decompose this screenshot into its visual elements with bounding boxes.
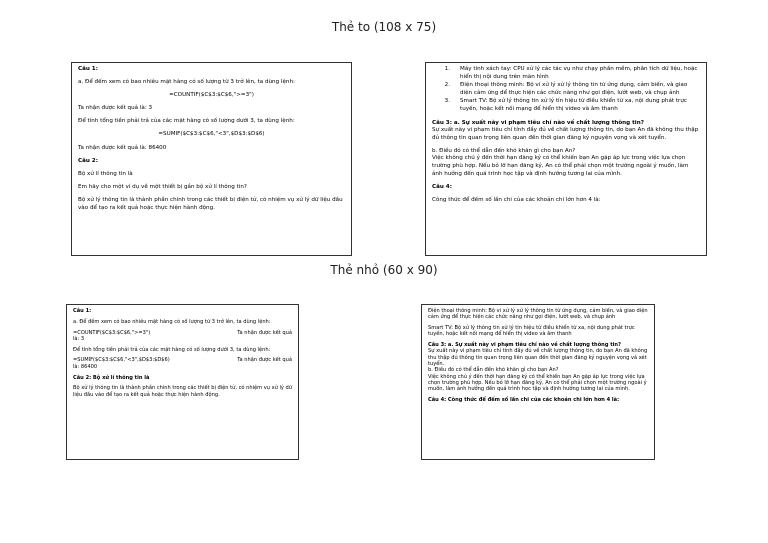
question-3b-answer: Việc không chú ý đến thời hạn đăng ký có thể khiến bạn An gặp áp lực trong việc lựa chọn trường phù hợp. Nếu bỏ lỡ hạn đăng ký, An có thể phải chọn một trường ngoài ý muốn, làm ảnh hưởng đến quá trình học tập và định hướng tương lai của mình. (428, 373, 647, 393)
question-1b-text: Để tính tổng tiền phải trả của các mặt hàng có số lượng dưới 3, ta dùng lệnh: (73, 346, 271, 353)
question-2-answer: Bộ xử lý thông tin là thành phần chính trong các thiết bị điện tử, có nhiệm vụ xử lý dữ liệu đầu vào để tạo ra kết quả hoặc thực hiện hành động. (73, 385, 292, 398)
list-item: 3. Smart TV: Bộ xử lý thông tin xử lý tín hiệu từ điều khiển từ xa, nội dung phát trực tuyến, hoặc kết nối mạng để hiển thị video và âm thanh (444, 98, 687, 112)
question-2-answer: Bộ xử lý thông tin là thành phần chính trong các thiết bị điện tử, có nhiệm vụ xử lý dữ liệu đầu vào để tạo ra kết quả hoặc thực hiện hành động. (78, 196, 343, 211)
question-3a-answer: Sự xuất này vi phạm tiêu chí tính đầy đủ về chất lượng thông tin, do bạn An đã không thu thập đủ thông tin quan trọng liên quan đến thời gian đăng ký nguyện vọng và xét tuyển. (428, 348, 648, 368)
result-1-text: Ta nhận được kết quả là: 3 (78, 105, 153, 112)
list-item: 1. Máy tính xách tay: CPU xử lý các tác vụ như chạy phần mềm, phân tích dữ liệu, hoặc hiển thị nội dung trên màn hình (444, 66, 698, 80)
small-card-back (421, 304, 655, 460)
sumif-formula: =SUMIF($C$3:$C$6,"<3",$D$3:$D$6) (73, 357, 170, 364)
result-2-text: Ta nhận được kết quả là: 86400 (78, 144, 167, 151)
question-3a-answer: Sự xuất này vi phạm tiêu chí tính đầy đủ về chất lượng thông tin, do bạn An đã không thu thập đủ thông tin quan trọng liên quan đến thời gian đăng ký nguyện vọng và xét tuyển. (432, 127, 699, 141)
result-2-value: là: 86400 (73, 363, 98, 370)
question-4-title: Câu 4: (432, 183, 452, 190)
question-4-text: Công thức để đếm số lần chi của các khoản chi lớn hơn 4 là: (432, 196, 601, 203)
question-1-title: Câu 1: (78, 66, 98, 72)
countif-formula: =COUNTIF($C$3:$C$6,">=3") (169, 92, 254, 99)
device-example-list (432, 66, 700, 114)
question-1-title: Câu 1: (73, 308, 92, 314)
small-cards-heading: Thẻ nhỏ (60 x 90) (330, 263, 438, 277)
question-2-line: Bộ xử lí thông tin là (78, 170, 133, 177)
question-3b-answer: Việc không chú ý đến thời hạn đăng ký có thể khiến bạn An gặp áp lực trong việc lựa chọn trường phù hợp. Nếu bỏ lỡ hạn đăng ký, An có thể phải chọn một trường ngoài ý muốn, làm ảnh hưởng đến quá trình học tập và định hướng tương lai của mình. (432, 155, 689, 177)
large-cards-heading: Thẻ to (108 x 75) (331, 20, 437, 34)
list-item: 2. Điện thoại thông minh: Bộ vi xử lý xử lý thông tin từ ứng dụng, cảm biến, và giao diện cảm ứng để thực hiện các chức năng như gọi điện, lướt web, và chụp ảnh (444, 82, 688, 96)
smart-tv-example: Smart TV: Bộ xử lý thông tin xử lý tín hiệu từ điều khiển từ xa, nội dung phát trực tuyến, hoặc kết nối mạng để hiển thị video và âm thanh (428, 325, 635, 338)
smartphone-example: Điện thoại thông minh: Bộ vi xử lý xử lý thông tin từ ứng dụng, cảm biến, và giao diện cảm ứng để thực hiện các chức năng như gọi điện, lướt web, và chụp ảnh (428, 308, 648, 321)
large-card-back (425, 62, 707, 256)
sumif-formula: =SUMIF($C$3:$C$6,"<3",$D$3:$D$6) (158, 131, 265, 138)
result-1-label: Ta nhận được kết quả (237, 329, 292, 336)
question-3-title: Câu 3: a. Sự xuất này vi phạm tiêu chí nào về chất lượng thông tin? (432, 119, 644, 126)
question-4-text: Câu 4: Công thức để đếm số lần chi của các khoản chi lớn hơn 4 là: (428, 397, 620, 404)
small-card-front (66, 304, 299, 460)
question-2-title: Câu 2: (78, 157, 98, 164)
question-3b-title: b. Điều đó có thể dẫn đến khó khăn gì cho bạn An? (432, 147, 576, 154)
question-1b-text: Để tính tổng tiền phải trả của các mặt hàng có số lượng dưới 3, ta dùng lệnh: (78, 118, 295, 125)
question-2-prompt: Em hãy cho một ví dụ về một thiết bị gắn bộ xử lí thông tin? (78, 183, 247, 190)
countif-formula: =COUNTIF($C$3:$C$6,">=3") (73, 329, 151, 336)
result-2-label: Ta nhận được kết quả (237, 357, 292, 364)
question-2-title: Câu 2: Bộ xử lí thông tin là (73, 374, 150, 381)
question-3-title: Câu 3: a. Sự xuất này vi phạm tiêu chí nào về chất lượng thông tin? (428, 342, 621, 349)
question-1a-text: a. Để đếm xem có bao nhiêu mặt hàng có số lượng từ 3 trở lên, ta dùng lệnh: (73, 318, 271, 325)
question-1a-text: a. Để đếm xem có bao nhiêu mặt hàng có số lượng từ 3 trở lên, ta dùng lệnh: (78, 79, 295, 86)
large-card-front (71, 62, 352, 256)
question-3b-title: b. Điều đó có thể dẫn đến khó khăn gì cho bạn An? (428, 367, 559, 374)
result-1-value: là: 3 (73, 335, 85, 342)
